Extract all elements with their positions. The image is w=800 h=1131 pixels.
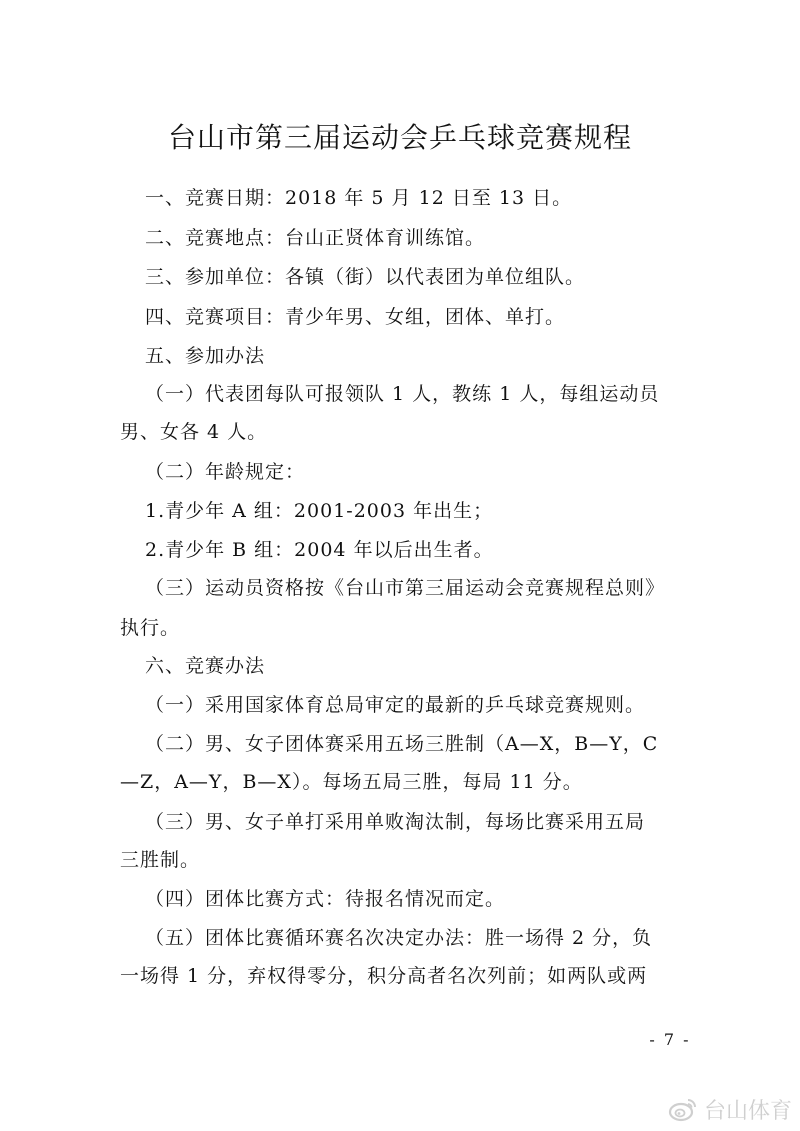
text-line: 二、竞赛地点：台山正贤体育训练馆。 bbox=[145, 227, 486, 249]
weibo-icon bbox=[668, 1096, 698, 1122]
text-line: 一、竞赛日期：2018 年 5 月 12 日至 13 日。 bbox=[145, 187, 573, 209]
text-line: 1.青少年 A 组：2001-2003 年出生； bbox=[145, 500, 494, 522]
text-line: （二）男、女子团体赛采用五场三胜制（A—X，B—Y，C bbox=[145, 733, 659, 755]
text-line: 一场得 1 分，弃权得零分，积分高者名次列前；如两队或两 bbox=[120, 965, 648, 987]
watermark-text: 台山体育 bbox=[703, 1098, 792, 1124]
text-line: （四）团体比赛方式：待报名情况而定。 bbox=[145, 888, 506, 910]
text-line: （一）采用国家体育总局审定的最新的乒乓球竞赛规则。 bbox=[145, 694, 646, 716]
document-title: 台山市第三届运动会乒乓球竞赛规程 bbox=[167, 120, 632, 154]
text-line: —Z，A—Y，B—X）。每场五局三胜，每局 11 分。 bbox=[120, 771, 583, 793]
text-line: 三胜制。 bbox=[120, 849, 201, 871]
text-line: （五）团体比赛循环赛名次决定办法：胜一场得 2 分，负 bbox=[145, 927, 653, 949]
text-line: （三）男、女子单打采用单败淘汰制，每场比赛采用五局 bbox=[145, 811, 646, 833]
text-line: （三）运动员资格按《台山市第三届运动会竞赛规程总则》 bbox=[145, 577, 666, 599]
text-line: （二）年龄规定： bbox=[145, 461, 306, 483]
section-heading: 六、竞赛办法 bbox=[145, 655, 266, 677]
text-line: 2.青少年 B 组：2004 年以后出生者。 bbox=[145, 539, 494, 561]
text-line: 执行。 bbox=[120, 617, 181, 639]
page-number: - 7 - bbox=[649, 1030, 691, 1049]
watermark bbox=[668, 1093, 792, 1125]
text-line: （一）代表团每队可报领队 1 人，教练 1 人，每组运动员 bbox=[145, 383, 660, 405]
text-line: 三、参加单位：各镇（街）以代表团为单位组队。 bbox=[145, 266, 586, 288]
text-line: 四、竞赛项目：青少年男、女组，团体、单打。 bbox=[145, 306, 566, 328]
text-line: 男、女各 4 人。 bbox=[120, 421, 268, 443]
section-heading: 五、参加办法 bbox=[145, 345, 266, 367]
